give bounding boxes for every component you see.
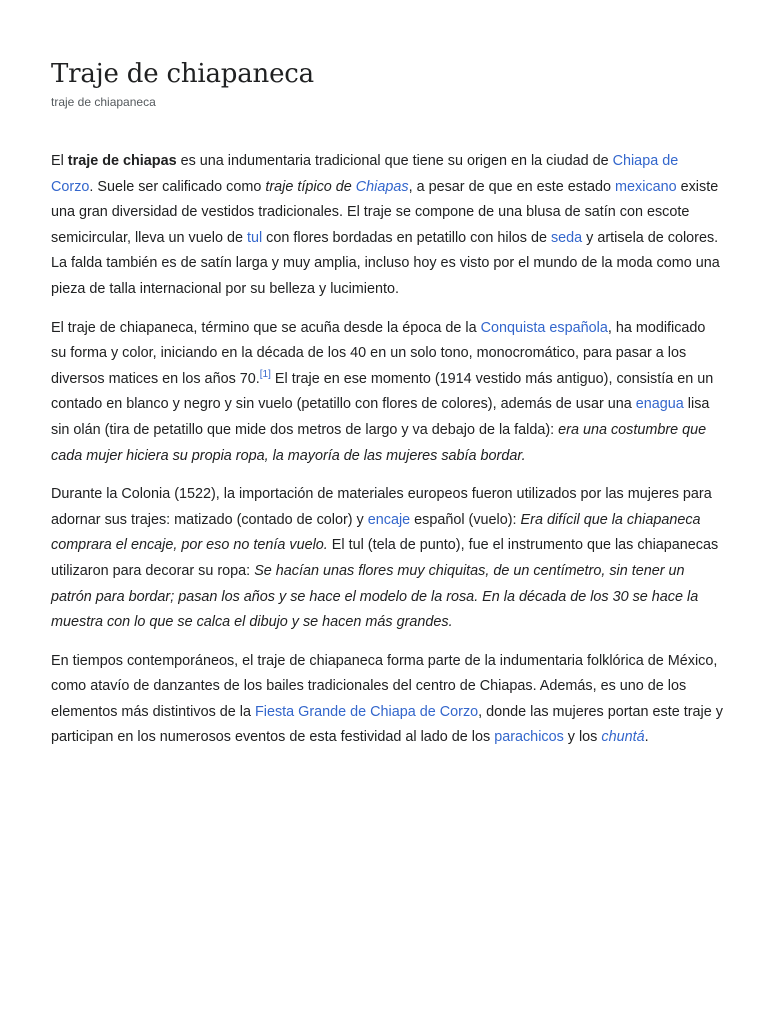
text-run: El traje en ese momento (1914 vestido más antiguo), consistía en un contado en blanco y negro y sin vuelo (petatillo con flores de colores), además de usar una xyxy=(51,370,714,413)
page-title: Traje de chiapaneca xyxy=(51,59,314,89)
italic-quote: Era difícil que la chiapaneca comprara el encaje, por eso no tenía vuelo. xyxy=(51,511,701,554)
text-run: lisa sin olán (tira de petatillo que mide dos metros de largo y va debajo de la falda): xyxy=(51,396,710,438)
link-encaje[interactable]: encaje xyxy=(367,511,411,528)
text-run: El tul (tela de punto), fue el instrumento que las chiapanecas utilizaron para decorar su ropa: xyxy=(51,537,719,579)
text-run: El xyxy=(51,153,68,169)
paragraph-1 xyxy=(51,149,723,303)
text-run: español (vuelo): xyxy=(410,511,521,528)
text-run: . xyxy=(644,729,649,746)
italic-quote: Se hacían unas flores muy chiquitas, de un centímetro, sin tener un patrón para bordar; pasan los años y se hace el modelo de la rosa. En la década de los 30 se hace la muestra con lo que se calca el dibujo y se hacen más grandes. xyxy=(51,562,699,631)
text-run: , a pesar de que en este estado xyxy=(408,178,616,195)
page-subtitle: traje de chiapaneca xyxy=(51,95,156,109)
article-body xyxy=(51,149,723,751)
text-run: , ha modificado su forma y color, iniciando en la década de los 40 en un solo tono, monocromático, para pasar a los diversos matices en los años 70. xyxy=(51,319,706,387)
link-chiapa-de-corzo[interactable]: Chiapa de Corzo xyxy=(51,153,679,195)
link-parachicos[interactable]: parachicos xyxy=(494,729,564,746)
text-run: El traje de chiapaneca, término que se acuña desde la época de la xyxy=(51,319,481,336)
article xyxy=(51,56,723,764)
link-enagua[interactable]: enagua xyxy=(635,396,684,413)
text-run: es una indumentaria tradicional que tiene su origen en la ciudad de xyxy=(176,153,613,169)
text-run: En tiempos contemporáneos, el traje de chiapaneca forma parte de la indumentaria folklórica de México, como atavío de danzantes de los bailes tradicionales del centro de Chiapas. Además, es uno de los elementos más distintivos de la xyxy=(51,652,718,720)
text-run: Durante la Colonia (1522), la importación de materiales europeos fueron utilizados por las mujeres para adornar sus trajes: matizado (contado de color) y xyxy=(51,486,712,528)
paragraph-4 xyxy=(51,649,723,751)
italic-quote: era una costumbre que cada mujer hiciera su propia ropa, la mayoría de las mujeres sabía bordar. xyxy=(51,421,707,464)
link-seda[interactable]: seda xyxy=(550,229,583,246)
text-run: , donde las mujeres portan este traje y participan en los numerosos eventos de esta festividad al lado de los xyxy=(51,703,723,746)
link-chunta[interactable]: chuntá xyxy=(601,729,645,746)
bold-term: traje de chiapas xyxy=(67,153,177,169)
paragraph-3 xyxy=(51,482,723,636)
text-run: y los xyxy=(563,729,602,746)
text-run: con flores bordadas en petatillo con hilos de xyxy=(262,229,551,246)
link-conquista-espanola[interactable]: Conquista española xyxy=(480,319,608,336)
italic-text: traje típico de xyxy=(265,178,356,195)
text-run: . Suele ser calificado como xyxy=(89,178,266,195)
text-run: y artisela de colores. La falda también es de satín larga y muy amplia, incluso hoy es visto por el mundo de la moda como una pieza de talla internacional por su belleza y lucimiento. xyxy=(51,229,720,297)
link-tul[interactable]: tul xyxy=(246,229,263,246)
text-run: existe una gran diversidad de vestidos tradicionales. El traje se compone de una blusa de satín con escote semicircular, lleva un vuelo de xyxy=(51,178,719,246)
reference-link-1[interactable]: [1] xyxy=(259,368,271,380)
link-fiesta-grande[interactable]: Fiesta Grande de Chiapa de Corzo xyxy=(254,703,479,720)
link-chiapas[interactable]: Chiapas xyxy=(355,178,409,195)
link-mexicano[interactable]: mexicano xyxy=(615,178,677,195)
paragraph-2 xyxy=(51,316,723,470)
